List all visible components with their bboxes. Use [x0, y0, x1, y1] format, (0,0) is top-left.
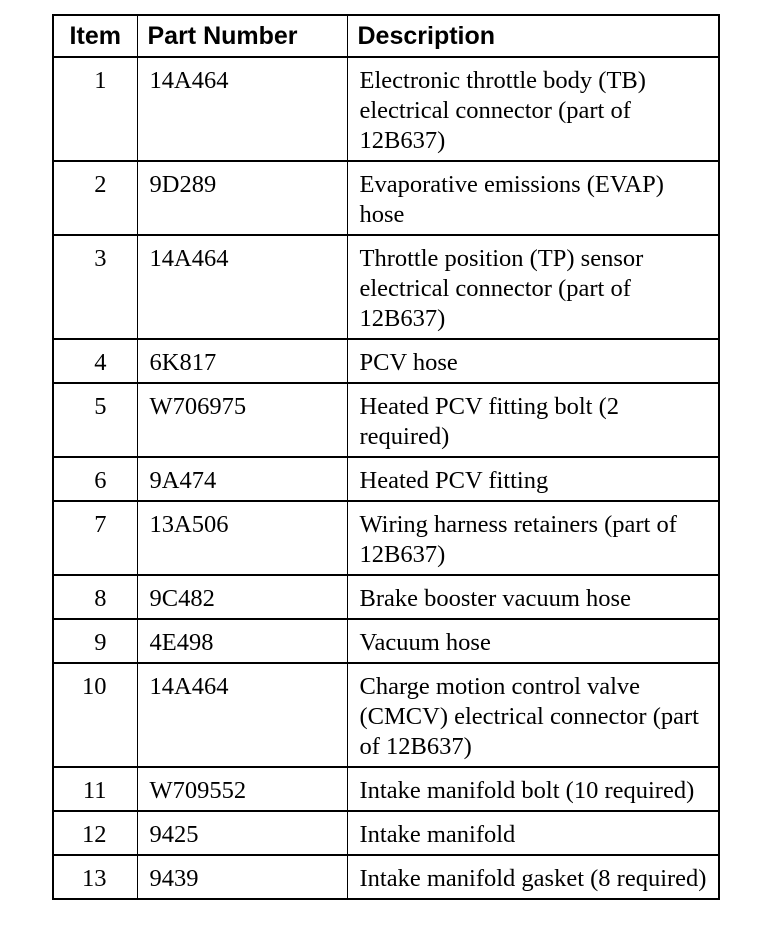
item-number: 3 — [53, 235, 137, 339]
table-row — [53, 501, 719, 575]
part-number: 4E498 — [137, 619, 347, 663]
item-number: 1 — [53, 57, 137, 161]
description: Brake booster vacuum hose — [347, 575, 719, 619]
item-number: 9 — [53, 619, 137, 663]
item-number: 6 — [53, 457, 137, 501]
item-number: 4 — [53, 339, 137, 383]
item-number: 12 — [53, 811, 137, 855]
part-number: W706975 — [137, 383, 347, 457]
part-number: 9A474 — [137, 457, 347, 501]
table-row — [53, 383, 719, 457]
table-row — [53, 811, 719, 855]
description: Heated PCV fitting — [347, 457, 719, 501]
table-row — [53, 457, 719, 501]
table-row — [53, 767, 719, 811]
part-number: 14A464 — [137, 663, 347, 767]
part-number: W709552 — [137, 767, 347, 811]
description: PCV hose — [347, 339, 719, 383]
description: Intake manifold bolt (10 required) — [347, 767, 719, 811]
header-description: Description — [347, 15, 719, 57]
table-row — [53, 57, 719, 161]
item-number: 11 — [53, 767, 137, 811]
part-number: 14A464 — [137, 235, 347, 339]
description: Charge motion control valve (CMCV) electrical connector (part of 12B637) — [347, 663, 719, 767]
item-number: 10 — [53, 663, 137, 767]
description: Vacuum hose — [347, 619, 719, 663]
item-number: 5 — [53, 383, 137, 457]
parts-table — [52, 14, 720, 900]
part-number: 6K817 — [137, 339, 347, 383]
header-item: Item — [53, 15, 137, 57]
table-row — [53, 663, 719, 767]
part-number: 9425 — [137, 811, 347, 855]
item-number: 7 — [53, 501, 137, 575]
header-row — [53, 15, 719, 57]
description: Electronic throttle body (TB) electrical connector (part of 12B637) — [347, 57, 719, 161]
description: Heated PCV fitting bolt (2 required) — [347, 383, 719, 457]
part-number: 13A506 — [137, 501, 347, 575]
header-part-number: Part Number — [137, 15, 347, 57]
table-row — [53, 575, 719, 619]
table-row — [53, 161, 719, 235]
description: Intake manifold gasket (8 required) — [347, 855, 719, 899]
description: Evaporative emissions (EVAP) hose — [347, 161, 719, 235]
part-number: 9D289 — [137, 161, 347, 235]
part-number: 9C482 — [137, 575, 347, 619]
part-number: 9439 — [137, 855, 347, 899]
table-row — [53, 339, 719, 383]
part-number: 14A464 — [137, 57, 347, 161]
description: Intake manifold — [347, 811, 719, 855]
description: Throttle position (TP) sensor electrical connector (part of 12B637) — [347, 235, 719, 339]
table-row — [53, 855, 719, 899]
item-number: 13 — [53, 855, 137, 899]
table-row — [53, 619, 719, 663]
table-row — [53, 235, 719, 339]
item-number: 2 — [53, 161, 137, 235]
description: Wiring harness retainers (part of 12B637) — [347, 501, 719, 575]
item-number: 8 — [53, 575, 137, 619]
